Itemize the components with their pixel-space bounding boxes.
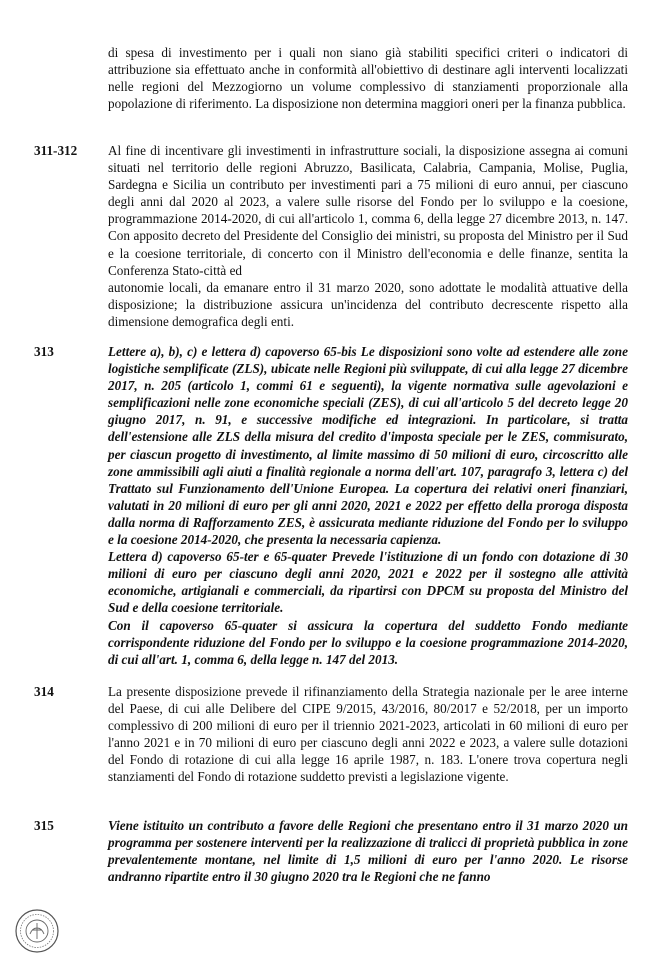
paragraph: Al fine di incentivare gli investimenti in infrastrutture sociali, la disposizione assegna ai comuni situati nel territorio delle regioni Abruzzo, Basilicata, Calabria, Campania, Molise, Puglia, Sardegna e Sicilia un contributo per investimenti pari a 75 milioni di euro annui, per ciascuno degli anni dal 2020 al 2023, a valere sulle risorse del Fondo per lo sviluppo e la coesione, programmazione 2014-2020, di cui all'articolo 1, comma 6, della legge 27 dicembre 2013, n. 147. Con apposito decreto del Presidente del Consiglio dei ministri, su proposta del Ministro per il Sud e la coesione territoriale, di concerto con il Ministro dell'economia e delle finanze, sentita la Conferenza Stato-città ed xyxy=(108,143,628,278)
section-number: 315 xyxy=(34,818,54,833)
section-text xyxy=(108,683,628,786)
paragraph: Viene istituito un contributo a favore delle Regioni che presentano entro il 31 marzo 2020 un programma per sostenere interventi per la realizzazione di tralicci di proprietà pubblica in zone prevalentemente montane, nel limite di 1,5 milioni di euro per l'anno 2020. Le risorse andranno ripartite entro il 30 giugno 2020 tra le Regioni che ne fanno xyxy=(108,818,628,885)
paragraph: autonomie locali, da emanare entro il 31 marzo 2020, sono adottate le modalità attuative della disposizione; la distribuzione assicura un'incidenza del contributo decrescente rispetto alla dimensione demografica degli enti. xyxy=(108,279,628,329)
paragraph: Lettera d) capoverso 65-ter e 65-quater Prevede l'istituzione di un fondo con dotazione di 30 milioni di euro per ciascuno degli anni 2020, 2021 e 2022 per il sostegno alle attività economiche, artigianali e commerciali, da ripartirsi con DPCM su proposta del Ministro del Sud e della coesione territoriale. xyxy=(108,549,628,616)
section-number: 314 xyxy=(34,684,54,699)
paragraph: Con il capoverso 65-quater si assicura la copertura del suddetto Fondo mediante corrispondente riduzione del Fondo per lo sviluppo e la coesione programmazione 2014-2020, di cui all'art. 1, comma 6, della legge n. 147 del 2013. xyxy=(108,617,628,667)
section-text xyxy=(108,343,628,668)
paragraph: Lettere a), b), c) e lettera d) capoverso 65-bis Le disposizioni sono volte ad estendere alle zone logistiche semplificate (ZLS), ubicate nelle Regioni più sviluppate, di cui alla legge 27 dicembre 2017, n. 205 (articolo 1, commi 61 e seguenti), la vigente normativa sulle agevolazioni e semplificazioni nelle zone economiche speciali (ZES), di cui all'articolo 5 del decreto legge 20 giugno 2017, n. 91, e successive modifiche ed integrazioni. In particolare, si tratta dell'estensione alle ZLS della misura del credito d'imposta speciale per le ZES, commisurato, per ciascun progetto di investimento, al limite massimo di 50 milioni di euro, circoscritto alle zone ammissibili agli aiuti a finalità regionale a norma dell'art. 107, paragrafo 3, lettera c) del Trattato sul Funzionamento dell'Unione Europea. La copertura dei relativi oneri finanziari, valutati in 20 milioni di euro per gli anni 2020, 2021 e 2022 per effetto della proroga disposta dalla norma di Rafforzamento ZES, è assicurata mediante riduzione del Fondo per lo sviluppo e la coesione 2014-2020, che presenta la necessaria capienza. xyxy=(108,344,628,548)
paragraph: La presente disposizione prevede il rifinanziamento della Strategia nazionale per le aree interne del Paese, di cui alle Delibere del CIPE 9/2015, 43/2016, 80/2017 e 52/2018, per un importo complessivo di 200 milioni di euro per il triennio 2021-2023, articolati in 60 milioni di euro per l'anno 2021 e in 70 milioni di euro per ciascuno degli anni 2022 e 2023, a valere sulle dotazioni del Fondo di rotazione di cui alla legge 16 aprile 1987, n. 183. L'onere trova copertura negli stanziamenti del Fondo di rotazione suddetto previsti a legislazione vigente. xyxy=(108,684,628,785)
continuation-paragraph: di spesa di investimento per i quali non siano già stabiliti specifici criteri o indicatori di attribuzione sia effettuato anche in conformità all'obiettivo di destinare agli interventi localizzati nelle regioni del Mezzogiorno un volume complessivo di stanziamenti proporzionale alla popolazione di riferimento. La disposizione non determina maggiori oneri per la finanza pubblica. xyxy=(108,45,628,112)
section-number: 313 xyxy=(34,344,54,359)
section-text xyxy=(108,142,628,330)
section-number: 311-312 xyxy=(34,143,78,158)
official-seal-icon xyxy=(14,908,60,954)
section-text xyxy=(108,817,628,885)
